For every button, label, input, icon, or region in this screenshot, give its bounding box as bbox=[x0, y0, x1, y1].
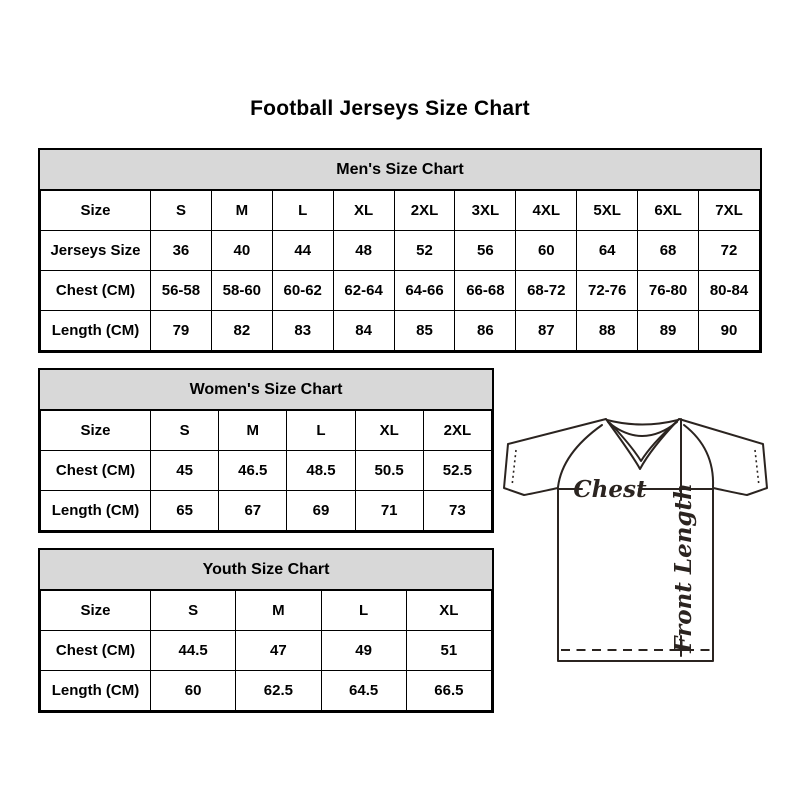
table-cell: M bbox=[211, 191, 272, 231]
youth-size-chart bbox=[38, 548, 494, 713]
table-cell: 4XL bbox=[516, 191, 577, 231]
table-row bbox=[41, 411, 492, 451]
table-cell: 56 bbox=[455, 231, 516, 271]
table-cell: S bbox=[151, 191, 212, 231]
table-cell: 69 bbox=[287, 491, 355, 531]
front-length-label: Front Length bbox=[670, 483, 697, 653]
table-cell: 52.5 bbox=[423, 451, 491, 491]
table-cell: 64 bbox=[577, 231, 638, 271]
table-cell: 73 bbox=[423, 491, 491, 531]
table-cell: 88 bbox=[577, 311, 638, 351]
right-cuff-stitch bbox=[755, 450, 759, 486]
table-cell: 68-72 bbox=[516, 271, 577, 311]
table-cell: 36 bbox=[151, 231, 212, 271]
table-cell: 58-60 bbox=[211, 271, 272, 311]
left-cuff-stitch bbox=[512, 450, 516, 486]
table-cell: 6XL bbox=[638, 191, 699, 231]
table-row bbox=[41, 231, 760, 271]
table-row bbox=[41, 271, 760, 311]
table-cell: 7XL bbox=[699, 191, 760, 231]
mens-chart-title: Men's Size Chart bbox=[40, 150, 760, 190]
table-cell: 79 bbox=[151, 311, 212, 351]
mens-table bbox=[40, 190, 760, 351]
table-cell: L bbox=[321, 591, 406, 631]
table-cell: 68 bbox=[638, 231, 699, 271]
jersey-icon bbox=[503, 398, 768, 668]
table-cell: 45 bbox=[151, 451, 219, 491]
table-row bbox=[41, 671, 492, 711]
row-label: Chest (CM) bbox=[41, 271, 151, 311]
table-cell: 65 bbox=[151, 491, 219, 531]
table-cell: 80-84 bbox=[699, 271, 760, 311]
table-cell: 72-76 bbox=[577, 271, 638, 311]
table-cell: L bbox=[287, 411, 355, 451]
table-cell: 48.5 bbox=[287, 451, 355, 491]
table-cell: 52 bbox=[394, 231, 455, 271]
table-cell: 60 bbox=[516, 231, 577, 271]
table-cell: 64-66 bbox=[394, 271, 455, 311]
table-cell: 62.5 bbox=[236, 671, 321, 711]
table-cell: 76-80 bbox=[638, 271, 699, 311]
page-title: Football Jerseys Size Chart bbox=[250, 97, 530, 120]
row-label: Size bbox=[41, 191, 151, 231]
table-cell: 82 bbox=[211, 311, 272, 351]
table-cell: 87 bbox=[516, 311, 577, 351]
mens-size-chart bbox=[38, 148, 762, 353]
chest-label: Chest bbox=[573, 476, 647, 503]
row-label: Size bbox=[41, 411, 151, 451]
table-cell: 2XL bbox=[423, 411, 491, 451]
table-cell: 5XL bbox=[577, 191, 638, 231]
row-label: Jerseys Size bbox=[41, 231, 151, 271]
table-cell: 3XL bbox=[455, 191, 516, 231]
table-cell: S bbox=[151, 411, 219, 451]
table-row bbox=[41, 191, 760, 231]
table-cell: 84 bbox=[333, 311, 394, 351]
table-row bbox=[41, 591, 492, 631]
table-cell: 51 bbox=[406, 631, 491, 671]
jersey-outline bbox=[504, 419, 767, 661]
youth-chart-title: Youth Size Chart bbox=[40, 550, 492, 590]
table-cell: 83 bbox=[272, 311, 333, 351]
table-cell: M bbox=[219, 411, 287, 451]
table-cell: 44.5 bbox=[151, 631, 236, 671]
table-cell: 60-62 bbox=[272, 271, 333, 311]
table-row bbox=[41, 451, 492, 491]
table-row bbox=[41, 311, 760, 351]
table-cell: 48 bbox=[333, 231, 394, 271]
table-cell: 47 bbox=[236, 631, 321, 671]
table-cell: 60 bbox=[151, 671, 236, 711]
table-row bbox=[41, 631, 492, 671]
table-cell: 90 bbox=[699, 311, 760, 351]
table-cell: 40 bbox=[211, 231, 272, 271]
jersey-measurement-diagram bbox=[503, 398, 768, 668]
table-cell: 71 bbox=[355, 491, 423, 531]
table-cell: 50.5 bbox=[355, 451, 423, 491]
table-cell: L bbox=[272, 191, 333, 231]
table-cell: 67 bbox=[219, 491, 287, 531]
table-cell: 44 bbox=[272, 231, 333, 271]
table-cell: 66-68 bbox=[455, 271, 516, 311]
table-cell: M bbox=[236, 591, 321, 631]
table-cell: 66.5 bbox=[406, 671, 491, 711]
right-armhole-seam bbox=[684, 425, 713, 487]
table-cell: 86 bbox=[455, 311, 516, 351]
womens-chart-title: Women's Size Chart bbox=[40, 370, 492, 410]
table-cell: 64.5 bbox=[321, 671, 406, 711]
womens-size-chart bbox=[38, 368, 494, 533]
table-cell: 46.5 bbox=[219, 451, 287, 491]
table-cell: 2XL bbox=[394, 191, 455, 231]
table-cell: XL bbox=[333, 191, 394, 231]
youth-table bbox=[40, 590, 492, 711]
row-label: Length (CM) bbox=[41, 311, 151, 351]
table-cell: S bbox=[151, 591, 236, 631]
table-cell: XL bbox=[406, 591, 491, 631]
row-label: Length (CM) bbox=[41, 491, 151, 531]
table-cell: 85 bbox=[394, 311, 455, 351]
row-label: Size bbox=[41, 591, 151, 631]
table-cell: 56-58 bbox=[151, 271, 212, 311]
table-cell: 62-64 bbox=[333, 271, 394, 311]
table-cell: 72 bbox=[699, 231, 760, 271]
row-label: Chest (CM) bbox=[41, 631, 151, 671]
row-label: Length (CM) bbox=[41, 671, 151, 711]
collar-back-line bbox=[607, 420, 678, 425]
table-cell: XL bbox=[355, 411, 423, 451]
table-row bbox=[41, 491, 492, 531]
womens-table bbox=[40, 410, 492, 531]
table-cell: 89 bbox=[638, 311, 699, 351]
table-cell: 49 bbox=[321, 631, 406, 671]
row-label: Chest (CM) bbox=[41, 451, 151, 491]
